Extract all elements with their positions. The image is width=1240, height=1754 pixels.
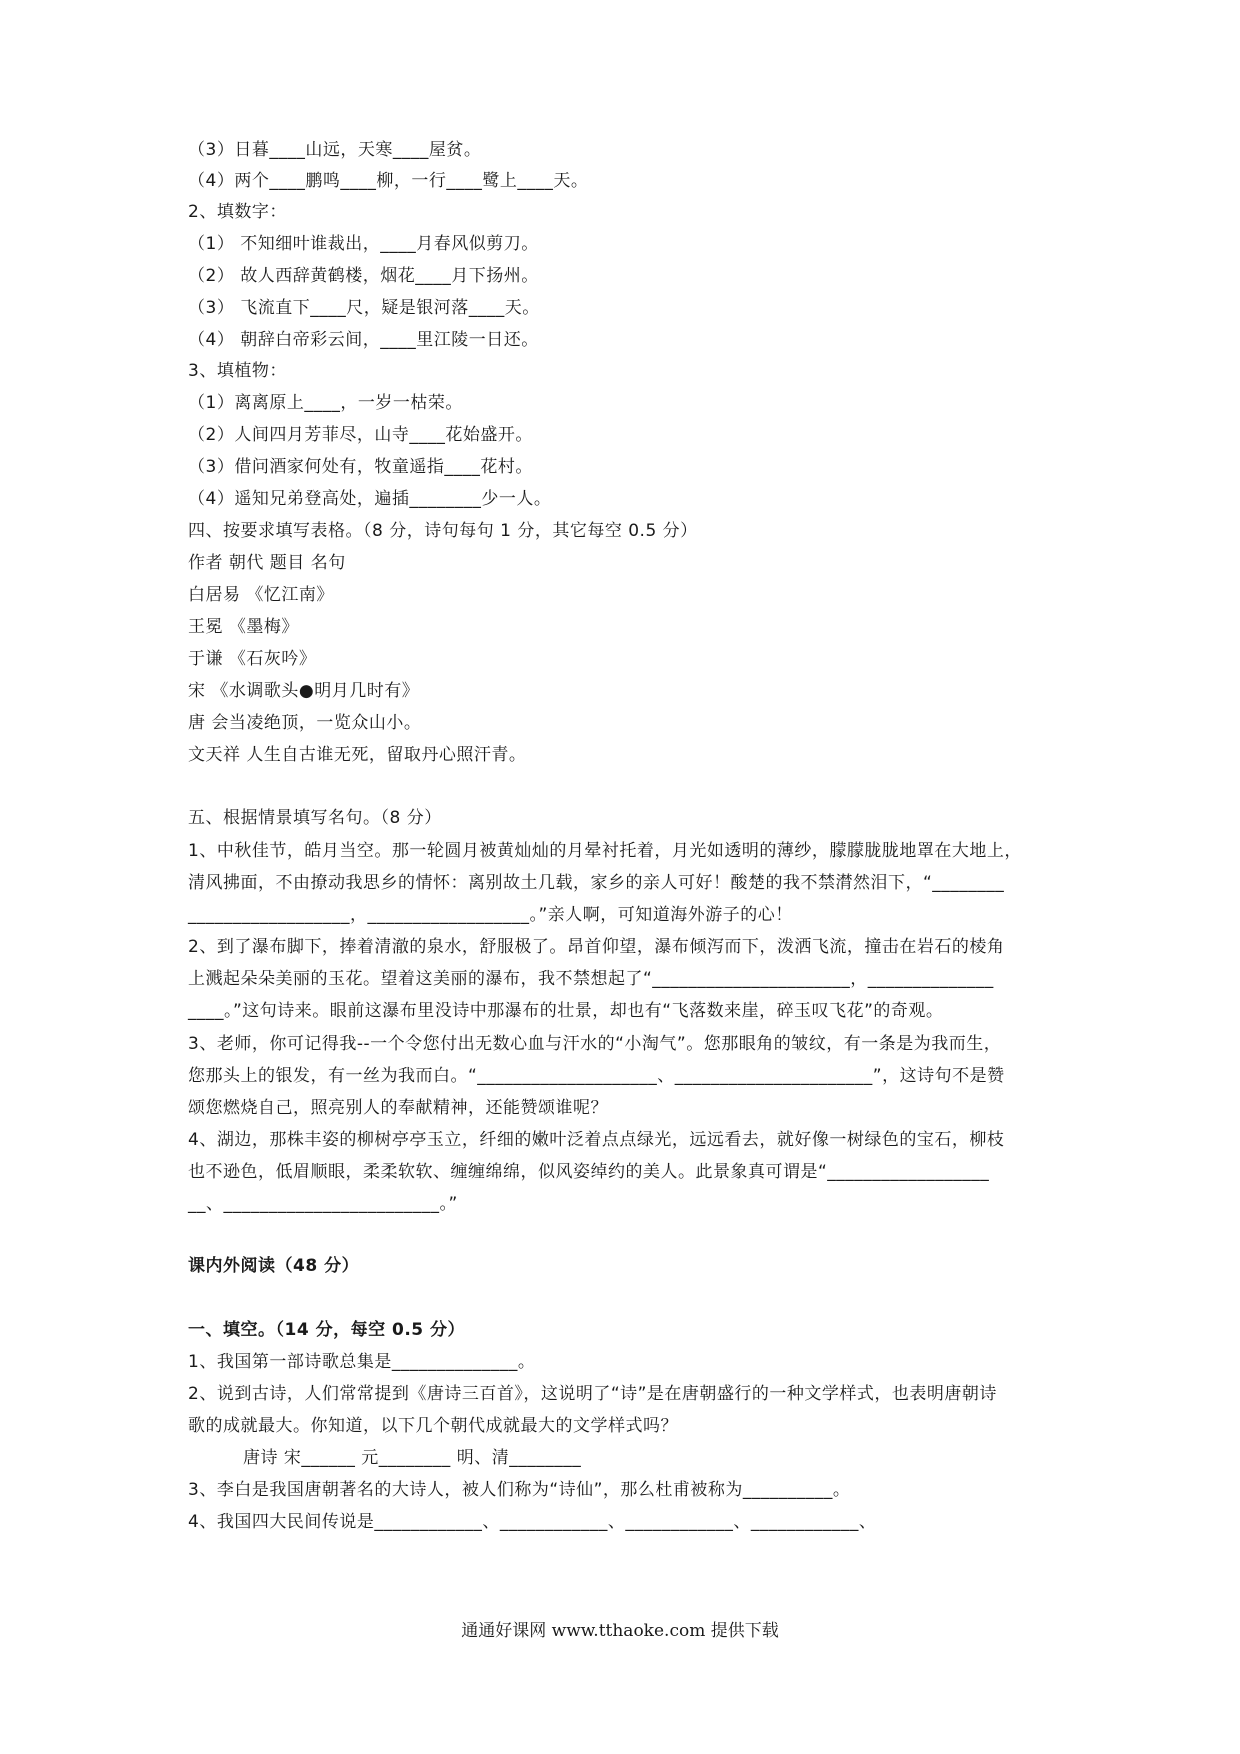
text-line: （2）人间四月芳菲尽，山寺____花始盛开。 (188, 425, 533, 445)
table-row: 宋 《水调歌头●明月几时有》 (188, 681, 420, 701)
text-line: __、________________________。” (188, 1194, 458, 1214)
text-line: 歌的成就最大。你知道，以下几个朝代成就最大的文学样式吗？ (188, 1416, 678, 1436)
text-line: 3、李白是我国唐朝著名的大诗人，被人们称为“诗仙”，那么杜甫被称为__________。 (188, 1480, 851, 1500)
section-heading: 一、填空。（14 分，每空 0.5 分） (188, 1320, 466, 1340)
text-line: 4、湖边，那株丰姿的柳树亭亭玉立，纤细的嫩叶泛着点点绿光，远远看去，就好像一树绿色的宝石，柳枝 (188, 1130, 1005, 1150)
table-header: 作者 朝代 题目 名句 (188, 553, 346, 573)
table-row: 王冕 《墨梅》 (188, 617, 299, 637)
text-line: （3）日暮____山远，天寒____屋贫。 (188, 140, 482, 160)
text-line: 4、我国四大民间传说是____________、____________、____________、____________、 (188, 1512, 877, 1532)
text-line: 上溅起朵朵美丽的玉花。望着这美丽的瀑布，我不禁想起了“______________________，______________ (188, 969, 994, 989)
text-line: 您那头上的银发，有一丝为我而白。“____________________、______________________”，这诗句不是赞 (188, 1066, 1005, 1086)
text-line: 3、填植物： (188, 361, 287, 381)
text-line: （3） 飞流直下____尺，疑是银河落____天。 (188, 298, 540, 318)
text-line: 3、老师，你可记得我--一个令您付出无数心血与汗水的“小淘气”。您那眼角的皱纹，有一条是为我而生， (188, 1034, 1002, 1054)
text-line: 2、到了瀑布脚下，捧着清澈的泉水，舒服极了。昂首仰望，瀑布倾泻而下，泼洒飞流，撞击在岩石的棱角 (188, 937, 1005, 957)
text-line: （2） 故人西辞黄鹤楼，烟花____月下扬州。 (188, 266, 539, 286)
section-heading: 四、按要求填写表格。（8 分，诗句每句 1 分，其它每空 0.5 分） (188, 521, 698, 541)
table-row: 于谦 《石灰吟》 (188, 649, 317, 669)
page-footer: 通通好课网 www.tthaoke.com 提供下载 (461, 1621, 779, 1641)
text-line: 颂您燃烧自己，照亮别人的奉献精神，还能赞颂谁呢？ (188, 1098, 608, 1118)
text-line: （3）借问酒家何处有，牧童遥指____花村。 (188, 457, 533, 477)
text-line: 清风拂面，不由撩动我思乡的情怀：离别故土几载，家乡的亲人可好！酸楚的我不禁潸然泪下，“________ (188, 873, 1005, 893)
table-row: 白居易 《忆江南》 (188, 585, 334, 605)
table-row: 文天祥 人生自古谁无死，留取丹心照汗青。 (188, 745, 527, 765)
text-line: （4） 朝辞白帝彩云间，____里江陵一日还。 (188, 330, 539, 350)
text-line: 唐诗 宋______ 元________ 明、清________ (243, 1448, 582, 1468)
text-line: （4）两个____鹏鸣____柳，一行____鹭上____天。 (188, 171, 589, 191)
text-line: （1）离离原上____，一岁一枯荣。 (188, 393, 463, 413)
text-line: 也不逊色，低眉顺眼，柔柔软软、缠缠绵绵，似风姿绰约的美人。此景象真可谓是“__________________ (188, 1162, 990, 1182)
section-heading: 五、根据情景填写名句。（8 分） (188, 808, 442, 828)
section-title: 课内外阅读（48 分） (188, 1256, 360, 1276)
text-line: 1、中秋佳节，皓月当空。那一轮圆月被黄灿灿的月晕衬托着，月光如透明的薄纱，朦朦胧胧地罩在大地上， (188, 841, 1022, 861)
text-line: __________________，__________________。”亲人啊，可知道海外游子的心！ (188, 905, 793, 925)
text-line: ____。”这句诗来。眼前这瀑布里没诗中那瀑布的壮景，却也有“飞落数来崖，碎玉叹飞花”的奇观。 (188, 1001, 944, 1021)
text-line: 2、说到古诗，人们常常提到《唐诗三百首》，这说明了“诗”是在唐朝盛行的一种文学样式，也表明唐朝诗 (188, 1384, 997, 1404)
table-row: 唐 会当凌绝顶，一览众山小。 (188, 713, 422, 733)
text-line: 2、填数字： (188, 202, 287, 222)
text-line: （1） 不知细叶谁裁出，____月春风似剪刀。 (188, 234, 539, 254)
text-line: （4）遥知兄弟登高处，遍插________少一人。 (188, 489, 552, 509)
text-line: 1、我国第一部诗歌总集是______________。 (188, 1352, 536, 1372)
